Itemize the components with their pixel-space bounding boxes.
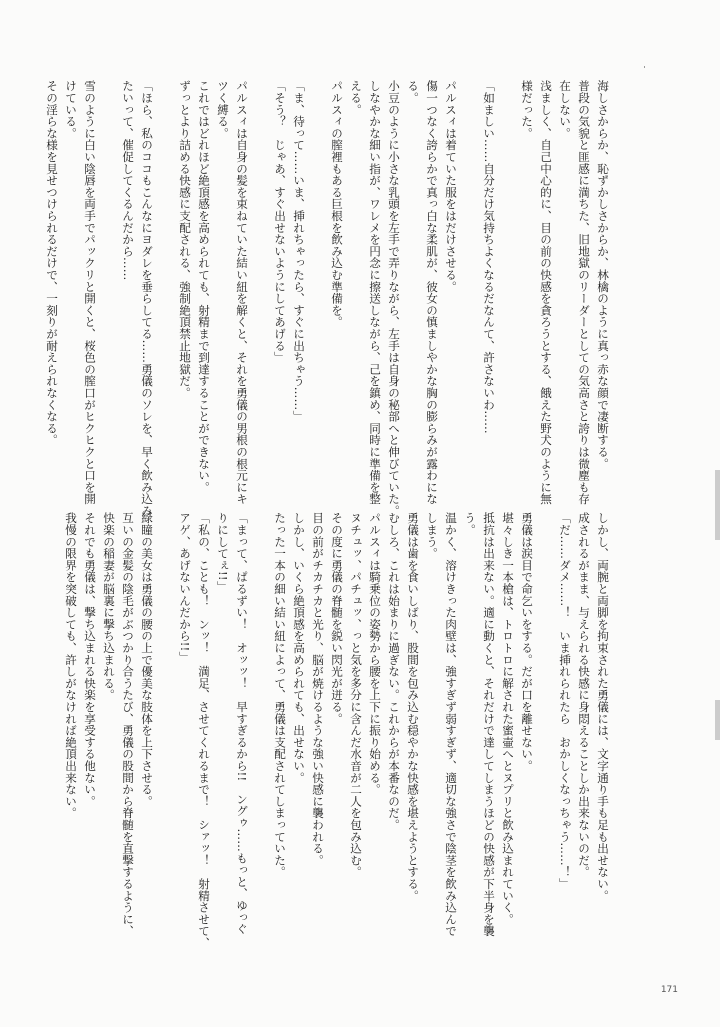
text-line: 我慢の限界を突破しても、許しがなければ絶頂出来ない。 <box>64 512 78 819</box>
text-line: 雪のように白い陰唇を両手でパックリと開くと、桜色の膣口がヒクヒクと口を開 <box>83 80 97 505</box>
text-line: 小豆のように小さな乳頭を左手で弄りながら、左手は自身の秘部へと伸びていた。 <box>387 80 401 517</box>
text-line: 勇儀は涙目で命乞いをする。だが口を離せない。 <box>520 512 534 772</box>
text-line: 勇儀は歯を食いしばり、股間を包み込む穏やかな快感を堪えようとする。 <box>406 512 420 902</box>
text-line: 様だった。 <box>520 80 534 139</box>
text-line: 緑瞳の美女は勇儀の腰の上で優美な肢体を上下させる。 <box>140 512 154 807</box>
text-line: える。 <box>349 80 363 116</box>
text-line <box>460 80 479 500</box>
text-line <box>99 80 118 500</box>
text-line: 成されるがまま、与えられる快感に身悶えることしか出来ないのだ。 <box>577 512 591 878</box>
text-line: 抵抗は出来ない。適に動くと、それだけで達してしまうほどの快感が下半身を襲 <box>482 512 496 937</box>
text-line <box>536 512 555 950</box>
scan-fleck <box>644 66 645 68</box>
text-line: 「ほら、私のココもこんなにヨダレを垂らしてる……勇儀のソレを、早く飲み込み <box>140 80 154 517</box>
text-line: 「だ……ダメ……！ いま挿れられたら おかしくなっちゃう……！」 <box>558 512 572 890</box>
text-line: これではどれほど絶頂感を高められても、射精まで到達することができない。 <box>197 80 211 493</box>
text-line: パルスィは自身の髪を束ねていた結い紐を解くと、それを勇儀の男根の根元にキ <box>235 80 249 505</box>
text-line: 堪々しき一本槍は、トロトロに解された蜜壷へとヌプリと飲み込まれていく。 <box>501 512 515 925</box>
text-line: けている。 <box>64 80 78 139</box>
text-line: 浅ましく、自己中心的に、目の前の快感を貪ろうとする、餓えた野犬のように無 <box>539 80 553 505</box>
text-line: 海しさからか、恥ずかしさからか、林檎のように真っ赤な顔で凄断する。 <box>596 80 610 470</box>
text-line: 互いの金髪の陰毛がぶつかり合うたび、勇儀の股間から脊髄を直撃するように、 <box>121 512 135 937</box>
text-line: う。 <box>463 512 477 536</box>
text-line: それでも勇儀は、撃ち込まれる快楽を享受する他ない。 <box>83 512 97 807</box>
text-line: ツく縛る。 <box>216 80 230 139</box>
text-line: 普段の気貌と匪感に満ちた、旧地獄のリーダーとしての気高さと誇りは微塵も存 <box>577 80 591 505</box>
text-line: その度に勇儀の脊髄を鋭い閃光が迸る。 <box>330 512 344 725</box>
text-line: 「そう？ じゃあ、すぐ出せないようにしてあげる」 <box>273 80 287 364</box>
text-line: 「私の、ことも！ ンッ！ 満足、させてくれるまで！ シァッ！ 射精させて、 <box>197 512 211 949</box>
text-line: むしろ、これは始まりに過ぎない。これからが本番なのだ。 <box>387 512 401 831</box>
text-line <box>156 80 175 500</box>
text-line <box>251 80 270 500</box>
text-line <box>308 80 327 500</box>
text-line: 傷一つなく誇らかで真っ白な柔肌が、彼女の慎ましやかな胸の膨らみが露わにな <box>425 80 439 505</box>
text-line: しかし、いくら絶頂感を高められても、出せない。 <box>292 512 306 784</box>
text-line: ヌチュッ、パチュッ、っと気を多分に含んだ水音が二人を包み込む。 <box>349 512 363 878</box>
text-line: しまう。 <box>425 512 439 560</box>
text-block-bottom <box>64 512 612 950</box>
text-line: しなやかな細い指が、ワレメを円念に擦送しながら、己を鎮め、同時に準備を整 <box>368 80 382 505</box>
text-line: たった一本の細い結い紐によって、勇儀は支配されてしまっていた。 <box>273 512 287 878</box>
text-line <box>498 80 517 500</box>
text-line: 目の前がチカチカと光り、脳が焼けるような強い快感に襲われる。 <box>311 512 325 866</box>
text-line: りにしてぇ!!」 <box>216 512 230 593</box>
text-line: 温かく、溶けきった肉壁は、強すぎず弱すぎず、適切な強さで陰茎を飲み込んで <box>444 512 458 937</box>
text-line <box>156 512 175 950</box>
page-number: 171 <box>660 985 678 995</box>
text-line: 「ま、待って……いま、挿れちゃったら、すぐに出ちゃう……」 <box>292 80 306 423</box>
text-line: その淫らな様を見せつけられるだけで、一刻りが耐えられなくなる。 <box>45 80 59 446</box>
scan-edge-mark <box>715 470 720 540</box>
text-line: 「まって、ぱるずい！ オッッ！ 早すぎるから!! ングゥ……もっと、ゆっぐ <box>235 512 249 935</box>
text-block-top <box>45 80 612 517</box>
text-line: ずっとより詰める快感に支配される、強制絶頂禁止地獄だ。 <box>178 80 192 399</box>
text-line: たいって、催促してくるんだから…… <box>121 80 135 281</box>
text-line: パルスィは騎乗位の姿勢から腰を上下に振り始める。 <box>368 512 382 796</box>
text-line: パルスィの膣裡もある巨根を飲み込む準備を。 <box>330 80 344 328</box>
text-line: 快楽の稲妻が脳裏に撃ち込まれる。 <box>102 512 116 701</box>
text-line: る。 <box>406 80 420 104</box>
scan-edge-mark <box>715 700 720 740</box>
text-line: アゲ、あげないんだから!!」 <box>178 512 192 664</box>
text-line: しかし、両腕と両脚を拘束された勇儀には、文字通り手も足も出せない。 <box>596 512 610 902</box>
text-line: 在しない。 <box>558 80 572 139</box>
text-line: パルスィは着ていた服をはだけさせる。 <box>444 80 458 293</box>
text-line <box>251 512 270 950</box>
text-line: 「如ましい……自分だけ気持ちよくなるだなんて、許さないわ…… <box>482 80 496 434</box>
